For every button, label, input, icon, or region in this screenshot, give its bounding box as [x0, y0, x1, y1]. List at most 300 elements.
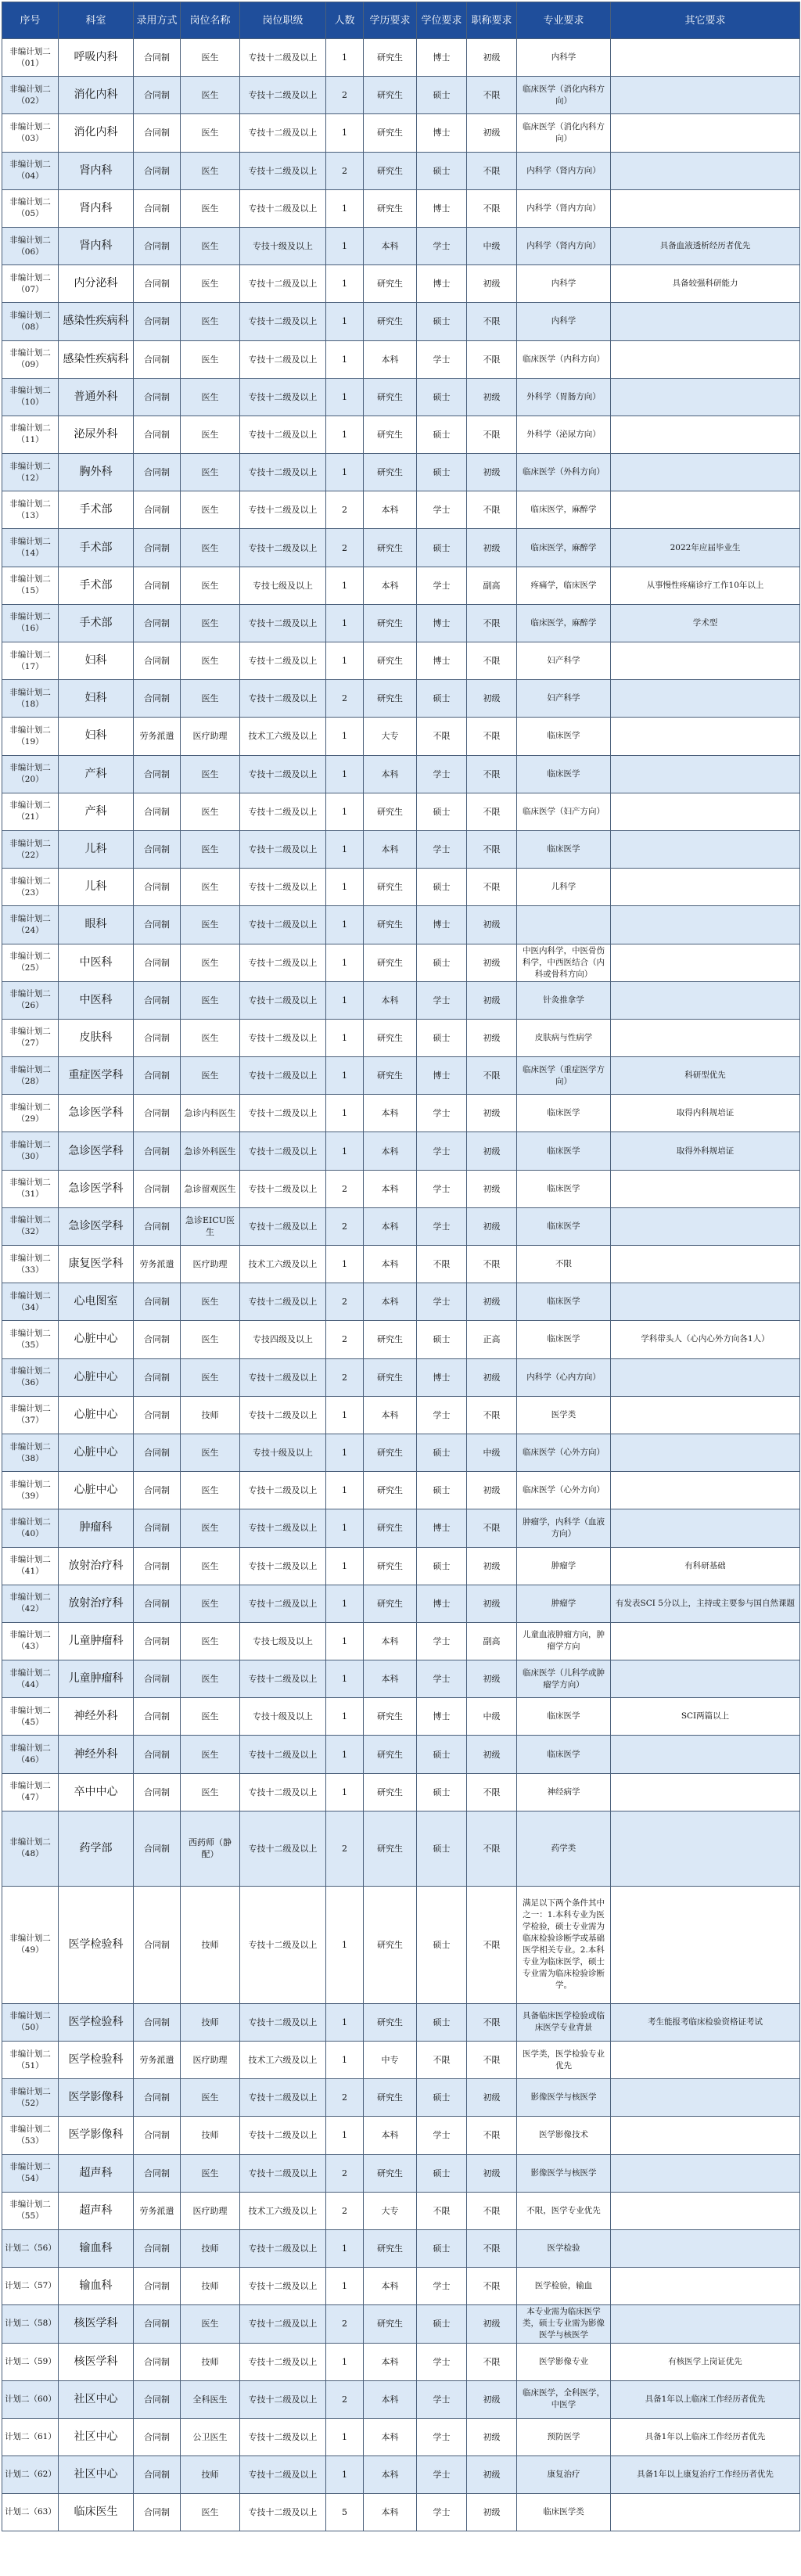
education-cell: 本科: [364, 2117, 417, 2154]
other-requirement-cell: 考生能报考临床检验资格证考试: [611, 2003, 800, 2041]
headcount-cell: 2: [326, 491, 364, 529]
other-requirement-cell: [611, 2305, 800, 2343]
seq-cell: 非编计划二（53）: [2, 2117, 59, 2154]
major-requirement-cell: 影像医学与核医学: [517, 2079, 611, 2117]
headcount-cell: 2: [326, 1207, 364, 1245]
headcount-cell: 2: [326, 152, 364, 189]
department-cell: 神经外科: [59, 1698, 134, 1736]
seq-cell: 非编计划二（40）: [2, 1509, 59, 1547]
major-requirement-cell: 临床医学（儿科学或肿瘤学方向）: [517, 1660, 611, 1698]
title-cell: 不限: [467, 340, 517, 378]
department-cell: 卒中中心: [59, 1773, 134, 1811]
post-name-cell: 医生: [181, 869, 240, 906]
department-cell: 急诊医学科: [59, 1207, 134, 1245]
other-requirement-cell: [611, 39, 800, 77]
table-row: [2, 1132, 800, 1170]
other-requirement-cell: [611, 2229, 800, 2267]
headcount-cell: 1: [326, 1472, 364, 1509]
table-row: [2, 604, 800, 642]
education-cell: 研究生: [364, 454, 417, 491]
other-requirement-cell: [611, 2494, 800, 2531]
major-requirement-cell: 临床医学，全科医学，中医学: [517, 2380, 611, 2418]
post-name-cell: 医生: [181, 755, 240, 793]
degree-cell: 不限: [417, 1246, 467, 1283]
grade-cell: 专技十二级及以上: [240, 378, 326, 416]
post-name-cell: 技师: [181, 2268, 240, 2305]
headcount-cell: 1: [326, 793, 364, 830]
other-requirement-cell: 从事慢性疼痛诊疗工作10年以上: [611, 567, 800, 604]
seq-cell: 非编计划二（01）: [2, 39, 59, 77]
seq-cell: 非编计划二（22）: [2, 830, 59, 868]
degree-cell: 硕士: [417, 1434, 467, 1471]
major-requirement-cell: 临床医学（外科方向）: [517, 454, 611, 491]
post-name-cell: 医生: [181, 2305, 240, 2343]
hire-type-cell: 合同制: [134, 2079, 181, 2117]
degree-cell: 学士: [417, 830, 467, 868]
hire-type-cell: 合同制: [134, 567, 181, 604]
title-cell: 初级: [467, 1095, 517, 1132]
seq-cell: 非编计划二（33）: [2, 1246, 59, 1283]
grade-cell: 专技十二级及以上: [240, 2154, 326, 2192]
other-requirement-cell: [611, 1019, 800, 1056]
table-row: [2, 265, 800, 303]
title-cell: 中级: [467, 227, 517, 264]
title-cell: 不限: [467, 755, 517, 793]
hire-type-cell: 合同制: [134, 303, 181, 340]
headcount-cell: 1: [326, 416, 364, 453]
seq-cell: 非编计划二（27）: [2, 1019, 59, 1056]
grade-cell: 专技十二级及以上: [240, 1207, 326, 1245]
education-cell: 本科: [364, 1170, 417, 1207]
degree-cell: 硕士: [417, 529, 467, 567]
grade-cell: 专技十二级及以上: [240, 1095, 326, 1132]
seq-cell: 非编计划二（47）: [2, 1773, 59, 1811]
department-cell: 核医学科: [59, 2305, 134, 2343]
table-row: [2, 1811, 800, 1886]
degree-cell: 硕士: [417, 2003, 467, 2041]
degree-cell: 学士: [417, 340, 467, 378]
table-row: [2, 1547, 800, 1585]
post-name-cell: 医生: [181, 2154, 240, 2192]
post-name-cell: 医生: [181, 529, 240, 567]
department-cell: 急诊医学科: [59, 1095, 134, 1132]
seq-cell: 非编计划二（42）: [2, 1585, 59, 1622]
post-name-cell: 医生: [181, 77, 240, 114]
column-header: 职称要求: [467, 2, 517, 39]
seq-cell: 非编计划二（03）: [2, 114, 59, 152]
grade-cell: 专技十二级及以上: [240, 340, 326, 378]
seq-cell: 非编计划二（36）: [2, 1358, 59, 1396]
hire-type-cell: 合同制: [134, 529, 181, 567]
post-name-cell: 医疗助理: [181, 718, 240, 755]
degree-cell: 硕士: [417, 2079, 467, 2117]
headcount-cell: 5: [326, 2494, 364, 2531]
headcount-cell: 1: [326, 2117, 364, 2154]
major-requirement-cell: 内科学（肾内方向）: [517, 152, 611, 189]
major-requirement-cell: 中医内科学，中医骨伤科学，中西医结合（内科或骨科方向）: [517, 944, 611, 981]
other-requirement-cell: [611, 1472, 800, 1509]
hire-type-cell: 合同制: [134, 1396, 181, 1434]
education-cell: 研究生: [364, 680, 417, 718]
major-requirement-cell: 儿科学: [517, 869, 611, 906]
headcount-cell: 2: [326, 1358, 364, 1396]
major-requirement-cell: 临床医学: [517, 1321, 611, 1358]
headcount-cell: 1: [326, 830, 364, 868]
post-name-cell: 医生: [181, 1321, 240, 1358]
degree-cell: 学士: [417, 1170, 467, 1207]
hire-type-cell: 合同制: [134, 1736, 181, 1773]
seq-cell: 非编计划二（06）: [2, 227, 59, 264]
education-cell: 本科: [364, 2418, 417, 2455]
department-cell: 眼科: [59, 906, 134, 944]
post-name-cell: 医生: [181, 152, 240, 189]
table-row: [2, 642, 800, 680]
grade-cell: 专技十二级及以上: [240, 1132, 326, 1170]
department-cell: 心电图室: [59, 1283, 134, 1321]
table-row: [2, 1773, 800, 1811]
table-row: [2, 2380, 800, 2418]
grade-cell: 专技十二级及以上: [240, 1811, 326, 1886]
title-cell: 中级: [467, 1698, 517, 1736]
major-requirement-cell: 儿童血液肿瘤方向，肿瘤学方向: [517, 1622, 611, 1660]
other-requirement-cell: 有发表SCI 5分以上，主持或主要参与国自然课题: [611, 1585, 800, 1622]
hire-type-cell: 合同制: [134, 981, 181, 1019]
degree-cell: 硕士: [417, 944, 467, 981]
degree-cell: 硕士: [417, 1811, 467, 1886]
column-header: 录用方式: [134, 2, 181, 39]
post-name-cell: 医生: [181, 1019, 240, 1056]
seq-cell: 非编计划二（07）: [2, 265, 59, 303]
grade-cell: 专技十二级及以上: [240, 303, 326, 340]
table-row: [2, 1509, 800, 1547]
hire-type-cell: 合同制: [134, 77, 181, 114]
table-row: [2, 227, 800, 264]
title-cell: 初级: [467, 2305, 517, 2343]
education-cell: 研究生: [364, 1811, 417, 1886]
grade-cell: 专技十二级及以上: [240, 1019, 326, 1056]
major-requirement-cell: 不限，医学专业优先: [517, 2192, 611, 2229]
department-cell: 感染性疾病科: [59, 303, 134, 340]
seq-cell: 非编计划二（28）: [2, 1057, 59, 1095]
title-cell: 初级: [467, 114, 517, 152]
seq-cell: 非编计划二（17）: [2, 642, 59, 680]
seq-cell: 非编计划二（37）: [2, 1396, 59, 1434]
other-requirement-cell: [611, 1246, 800, 1283]
major-requirement-cell: 内科学（肾内方向）: [517, 189, 611, 227]
grade-cell: 专技十二级及以上: [240, 454, 326, 491]
other-requirement-cell: 具备1年以上临床工作经历者优先: [611, 2418, 800, 2455]
seq-cell: 非编计划二（44）: [2, 1660, 59, 1698]
table-row: [2, 303, 800, 340]
seq-cell: 非编计划二（23）: [2, 869, 59, 906]
headcount-cell: 1: [326, 303, 364, 340]
education-cell: 研究生: [364, 869, 417, 906]
other-requirement-cell: [611, 189, 800, 227]
table-row: [2, 2154, 800, 2192]
table-row: [2, 793, 800, 830]
table-row: [2, 1019, 800, 1056]
table-row: [2, 1434, 800, 1471]
hire-type-cell: 合同制: [134, 1547, 181, 1585]
department-cell: 肾内科: [59, 152, 134, 189]
grade-cell: 专技十二级及以上: [240, 2117, 326, 2154]
column-header: 学历要求: [364, 2, 417, 39]
table-row: [2, 491, 800, 529]
headcount-cell: 1: [326, 1434, 364, 1471]
post-name-cell: 医生: [181, 2494, 240, 2531]
hire-type-cell: 合同制: [134, 2268, 181, 2305]
title-cell: 副高: [467, 1622, 517, 1660]
grade-cell: 专技十二级及以上: [240, 1057, 326, 1095]
hire-type-cell: 合同制: [134, 227, 181, 264]
seq-cell: 计划二（61）: [2, 2418, 59, 2455]
degree-cell: 硕士: [417, 2229, 467, 2267]
education-cell: 研究生: [364, 2305, 417, 2343]
hire-type-cell: 合同制: [134, 340, 181, 378]
department-cell: 社区中心: [59, 2418, 134, 2455]
education-cell: 研究生: [364, 1321, 417, 1358]
headcount-cell: 1: [326, 906, 364, 944]
major-requirement-cell: 内科学（心内方向）: [517, 1358, 611, 1396]
hire-type-cell: 劳务派遣: [134, 2042, 181, 2079]
degree-cell: 学士: [417, 2380, 467, 2418]
hire-type-cell: 合同制: [134, 830, 181, 868]
department-cell: 心脏中心: [59, 1321, 134, 1358]
other-requirement-cell: 学科带头人（心内心外方向各1人）: [611, 1321, 800, 1358]
table-row: [2, 1321, 800, 1358]
seq-cell: 非编计划二（30）: [2, 1132, 59, 1170]
other-requirement-cell: [611, 793, 800, 830]
department-cell: 输血科: [59, 2229, 134, 2267]
other-requirement-cell: [611, 906, 800, 944]
education-cell: 研究生: [364, 529, 417, 567]
table-row: [2, 416, 800, 453]
headcount-cell: 1: [326, 2456, 364, 2494]
headcount-cell: 1: [326, 1057, 364, 1095]
seq-cell: 非编计划二（54）: [2, 2154, 59, 2192]
title-cell: 初级: [467, 2494, 517, 2531]
headcount-cell: 1: [326, 1886, 364, 2003]
other-requirement-cell: 科研型优先: [611, 1057, 800, 1095]
degree-cell: 硕士: [417, 1547, 467, 1585]
other-requirement-cell: [611, 2117, 800, 2154]
hire-type-cell: 合同制: [134, 1886, 181, 2003]
degree-cell: 学士: [417, 1095, 467, 1132]
education-cell: 大专: [364, 2192, 417, 2229]
headcount-cell: 1: [326, 2343, 364, 2380]
seq-cell: 非编计划二（41）: [2, 1547, 59, 1585]
column-header: 人数: [326, 2, 364, 39]
education-cell: 本科: [364, 1207, 417, 1245]
degree-cell: 学士: [417, 2418, 467, 2455]
table-body: [2, 39, 800, 2531]
other-requirement-cell: [611, 981, 800, 1019]
education-cell: 大专: [364, 718, 417, 755]
degree-cell: 学士: [417, 1132, 467, 1170]
degree-cell: 学士: [417, 2268, 467, 2305]
education-cell: 中专: [364, 2042, 417, 2079]
title-cell: 中级: [467, 1434, 517, 1471]
other-requirement-cell: [611, 2192, 800, 2229]
title-cell: 不限: [467, 642, 517, 680]
headcount-cell: 1: [326, 2268, 364, 2305]
headcount-cell: 1: [326, 604, 364, 642]
department-cell: 社区中心: [59, 2456, 134, 2494]
table-row: [2, 77, 800, 114]
grade-cell: 技术工六级及以上: [240, 2042, 326, 2079]
major-requirement-cell: 临床医学: [517, 1095, 611, 1132]
education-cell: 本科: [364, 340, 417, 378]
degree-cell: 硕士: [417, 2305, 467, 2343]
post-name-cell: 医生: [181, 1773, 240, 1811]
table-row: [2, 152, 800, 189]
major-requirement-cell: 康复治疗: [517, 2456, 611, 2494]
education-cell: 研究生: [364, 303, 417, 340]
headcount-cell: 1: [326, 718, 364, 755]
seq-cell: 计划二（62）: [2, 2456, 59, 2494]
headcount-cell: 1: [326, 869, 364, 906]
hire-type-cell: 合同制: [134, 2154, 181, 2192]
department-cell: 神经外科: [59, 1736, 134, 1773]
grade-cell: 专技十二级及以上: [240, 1773, 326, 1811]
grade-cell: 专技七级及以上: [240, 1622, 326, 1660]
department-cell: 临床医生: [59, 2494, 134, 2531]
seq-cell: 非编计划二（02）: [2, 77, 59, 114]
education-cell: 研究生: [364, 2154, 417, 2192]
headcount-cell: 2: [326, 2305, 364, 2343]
degree-cell: 硕士: [417, 793, 467, 830]
education-cell: 本科: [364, 755, 417, 793]
headcount-cell: 1: [326, 1622, 364, 1660]
post-name-cell: 急诊留观医生: [181, 1170, 240, 1207]
headcount-cell: 1: [326, 567, 364, 604]
title-cell: 初级: [467, 944, 517, 981]
degree-cell: 硕士: [417, 454, 467, 491]
seq-cell: 非编计划二（08）: [2, 303, 59, 340]
post-name-cell: 医疗助理: [181, 2192, 240, 2229]
post-name-cell: 技师: [181, 2456, 240, 2494]
education-cell: 研究生: [364, 189, 417, 227]
grade-cell: 专技十二级及以上: [240, 830, 326, 868]
seq-cell: 非编计划二（51）: [2, 2042, 59, 2079]
title-cell: 初级: [467, 378, 517, 416]
post-name-cell: 公卫医生: [181, 2418, 240, 2455]
table-row: [2, 1736, 800, 1773]
post-name-cell: 医生: [181, 1509, 240, 1547]
grade-cell: 技术工六级及以上: [240, 2192, 326, 2229]
grade-cell: 技术工六级及以上: [240, 718, 326, 755]
grade-cell: 技术工六级及以上: [240, 1246, 326, 1283]
other-requirement-cell: 2022年应届毕业生: [611, 529, 800, 567]
hire-type-cell: 合同制: [134, 114, 181, 152]
education-cell: 研究生: [364, 39, 417, 77]
table-row: [2, 869, 800, 906]
table-row: [2, 2229, 800, 2267]
grade-cell: 专技十二级及以上: [240, 77, 326, 114]
headcount-cell: 1: [326, 1773, 364, 1811]
recruitment-table-wrapper: [2, 2, 799, 2531]
department-cell: 手术部: [59, 604, 134, 642]
department-cell: 肿瘤科: [59, 1509, 134, 1547]
column-header: 序号: [2, 2, 59, 39]
title-cell: 不限: [467, 1396, 517, 1434]
hire-type-cell: 合同制: [134, 755, 181, 793]
other-requirement-cell: 具备较强科研能力: [611, 265, 800, 303]
seq-cell: 非编计划二（18）: [2, 680, 59, 718]
department-cell: 肾内科: [59, 227, 134, 264]
hire-type-cell: 合同制: [134, 793, 181, 830]
department-cell: 医学影像科: [59, 2117, 134, 2154]
education-cell: 研究生: [364, 1585, 417, 1622]
education-cell: 研究生: [364, 1434, 417, 1471]
headcount-cell: 1: [326, 1736, 364, 1773]
title-cell: 不限: [467, 1246, 517, 1283]
seq-cell: 非编计划二（48）: [2, 1811, 59, 1886]
post-name-cell: 医生: [181, 227, 240, 264]
table-row: [2, 2456, 800, 2494]
degree-cell: 博士: [417, 1585, 467, 1622]
grade-cell: 专技十二级及以上: [240, 944, 326, 981]
hire-type-cell: 合同制: [134, 1358, 181, 1396]
major-requirement-cell: 临床医学: [517, 1283, 611, 1321]
post-name-cell: 技师: [181, 2117, 240, 2154]
other-requirement-cell: [611, 1396, 800, 1434]
department-cell: 妇科: [59, 642, 134, 680]
grade-cell: 专技十二级及以上: [240, 2494, 326, 2531]
title-cell: 初级: [467, 2380, 517, 2418]
title-cell: 初级: [467, 1358, 517, 1396]
other-requirement-cell: 具备1年以上康复治疗工作经历者优先: [611, 2456, 800, 2494]
major-requirement-cell: 不限: [517, 1246, 611, 1283]
department-cell: 妇科: [59, 718, 134, 755]
degree-cell: 学士: [417, 567, 467, 604]
title-cell: 不限: [467, 491, 517, 529]
post-name-cell: 急诊外科医生: [181, 1132, 240, 1170]
department-cell: 社区中心: [59, 2380, 134, 2418]
department-cell: 内分泌科: [59, 265, 134, 303]
hire-type-cell: 合同制: [134, 1057, 181, 1095]
other-requirement-cell: [611, 830, 800, 868]
title-cell: 不限: [467, 793, 517, 830]
degree-cell: 学士: [417, 1622, 467, 1660]
post-name-cell: 医生: [181, 454, 240, 491]
headcount-cell: 1: [326, 1509, 364, 1547]
post-name-cell: 医生: [181, 604, 240, 642]
hire-type-cell: 合同制: [134, 416, 181, 453]
post-name-cell: 医生: [181, 1358, 240, 1396]
hire-type-cell: 合同制: [134, 680, 181, 718]
table-row: [2, 830, 800, 868]
department-cell: 儿童肿瘤科: [59, 1660, 134, 1698]
post-name-cell: 医生: [181, 830, 240, 868]
seq-cell: 计划二（59）: [2, 2343, 59, 2380]
title-cell: 初级: [467, 1283, 517, 1321]
education-cell: 研究生: [364, 2079, 417, 2117]
major-requirement-cell: 临床医学（心外方向）: [517, 1472, 611, 1509]
headcount-cell: 1: [326, 1547, 364, 1585]
table-row: [2, 2117, 800, 2154]
department-cell: 放射治疗科: [59, 1547, 134, 1585]
table-row: [2, 567, 800, 604]
post-name-cell: 急诊内科医生: [181, 1095, 240, 1132]
grade-cell: 专技十二级及以上: [240, 114, 326, 152]
table-header: [2, 2, 800, 39]
seq-cell: 非编计划二（43）: [2, 1622, 59, 1660]
major-requirement-cell: 神经病学: [517, 1773, 611, 1811]
title-cell: 不限: [467, 2268, 517, 2305]
department-cell: 消化内科: [59, 77, 134, 114]
grade-cell: 专技十二级及以上: [240, 2380, 326, 2418]
